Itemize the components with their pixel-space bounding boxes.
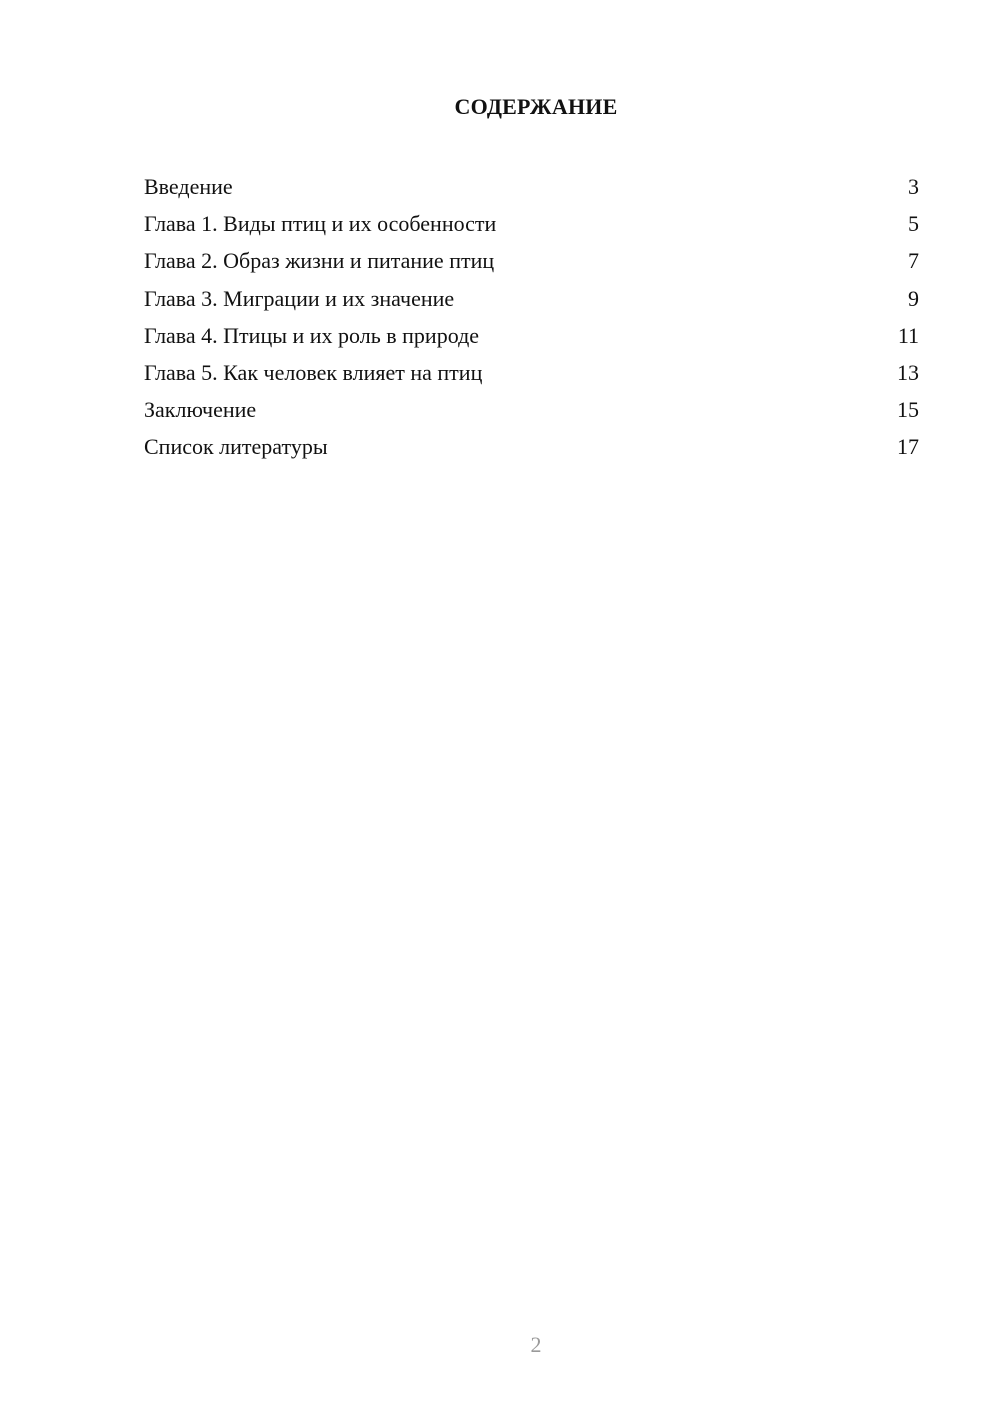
table-of-contents — [144, 168, 919, 466]
toc-entry — [144, 391, 919, 428]
toc-entry-label: Глава 5. Как человек влияет на птиц — [144, 359, 483, 385]
toc-title: СОДЕРЖАНИЕ — [454, 94, 618, 119]
toc-entry — [144, 354, 919, 391]
toc-entry-page: 13 — [897, 359, 919, 385]
toc-entry-page: 17 — [897, 434, 919, 460]
toc-entry-page: 9 — [908, 285, 919, 311]
toc-entry — [144, 242, 919, 279]
toc-entry-label: Список литературы — [144, 434, 328, 460]
toc-entry-label: Глава 1. Виды птиц и их особенности — [144, 211, 497, 237]
toc-entry-page: 11 — [897, 322, 919, 348]
page-number: 2 — [530, 1332, 542, 1357]
toc-entry-label: Введение — [144, 174, 233, 199]
toc-entry-page: 15 — [897, 397, 919, 423]
toc-entry-page: 7 — [908, 248, 919, 274]
toc-entry-label: Заключение — [144, 397, 257, 423]
toc-entry-label: Глава 4. Птицы и их роль в природе — [144, 322, 480, 348]
toc-entry-page: 5 — [908, 211, 919, 237]
toc-entry — [144, 280, 919, 317]
toc-entry — [144, 428, 919, 465]
toc-entry-label: Глава 2. Образ жизни и питание птиц — [144, 248, 495, 274]
toc-entry-page: 3 — [908, 174, 919, 199]
toc-entry-label: Глава 3. Миграции и их значение — [144, 285, 455, 311]
toc-entry — [144, 168, 919, 205]
toc-entry — [144, 317, 919, 354]
toc-entry — [144, 205, 919, 242]
